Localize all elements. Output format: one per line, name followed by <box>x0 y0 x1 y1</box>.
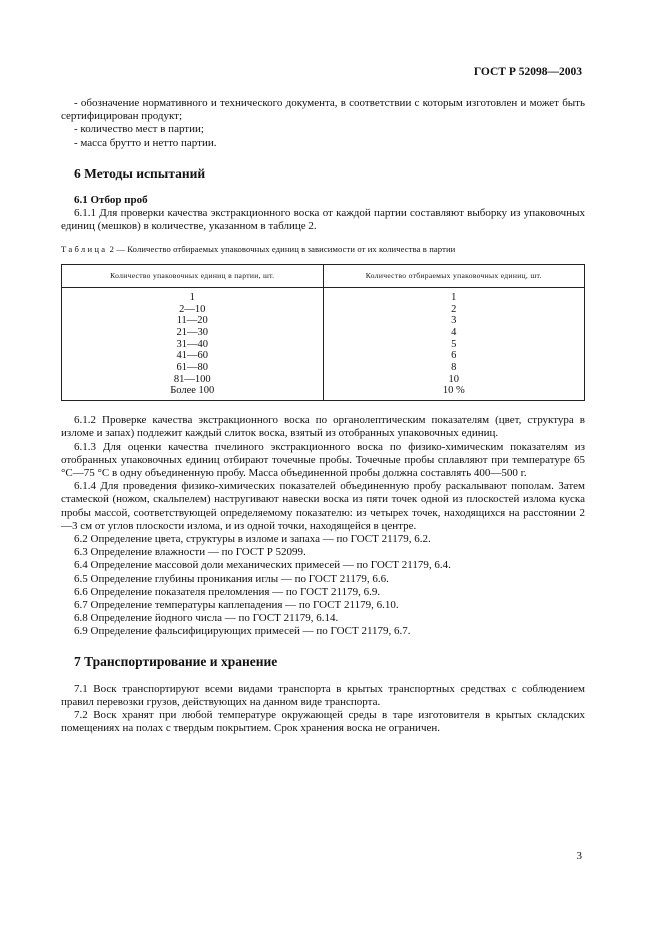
table-col2-header: Количество отбираемых упаковочных единиц, шт. <box>323 264 585 287</box>
method-6-9: 6.9 Определение фальсифицирующих примесей — по ГОСТ 21179, 6.7. <box>74 625 411 638</box>
page-content <box>61 97 585 735</box>
table-row <box>62 287 585 400</box>
running-header: ГОСТ Р 52098—2003 <box>473 66 582 78</box>
col1-value: 11—20 <box>176 315 208 327</box>
col2-value: 2 <box>451 303 457 315</box>
col1-value: 21—30 <box>176 326 208 338</box>
table-col1-cell <box>62 287 324 400</box>
subsection-6-1-heading: 6.1 Отбор проб <box>74 193 148 206</box>
table-col2-cell <box>323 287 585 400</box>
col2-value: 1 <box>451 291 457 303</box>
intro-bullet-3: - масса брутто и нетто партии. <box>74 136 217 149</box>
method-6-2: 6.2 Определение цвета, структуры в изломе и запаха — по ГОСТ 21179, 6.2. <box>74 532 431 545</box>
intro-bullet-2: - количество мест в партии; <box>74 123 204 136</box>
page-number: 3 <box>576 850 582 862</box>
col1-value: 31—40 <box>176 338 208 350</box>
col2-value: 6 <box>451 350 457 362</box>
method-6-4: 6.4 Определение массовой доли механических примесей — по ГОСТ 21179, 6.4. <box>74 559 451 572</box>
col2-value: 3 <box>451 315 457 327</box>
section-7-heading: 7 Транспортирование и хранение <box>74 653 278 669</box>
table-2 <box>61 264 585 402</box>
col1-value: 1 <box>189 291 195 303</box>
method-6-3: 6.3 Определение влажности — по ГОСТ Р 52099. <box>74 546 306 559</box>
section-6-heading: 6 Методы испытаний <box>74 165 206 181</box>
paragraph-6-1-3: 6.1.3 Для оценки качества пчелиного экстракционного воска по физико-химическим показателям из отобранных упаковочных единиц отбирают точечные пробы. Точечные пробы сплавляют при температуре 65 °С—75 °С в одну объединенную пробу. Масса объединенной пробы должна составлять 400—500 г. <box>61 440 585 479</box>
col2-value: 4 <box>451 326 457 338</box>
col2-value: 10 <box>448 373 459 385</box>
col1-value: 81—100 <box>173 373 211 385</box>
col1-value: 2—10 <box>179 303 206 315</box>
method-6-6: 6.6 Определение показателя преломления — по ГОСТ 21179, 6.9. <box>74 585 381 598</box>
table-header-row <box>62 264 585 287</box>
paragraph-7-1: 7.1 Воск транспортируют всеми видами транспорта в крытых транспортных средствах с соблюдением правил перевозки грузов, действующих на данном виде транспорта. <box>61 682 585 708</box>
paragraph-6-1-1: 6.1.1 Для проверки качества экстракционного воска от каждой партии составляют выборку из упаковочных единиц (мешков) в количестве, указанном в таблице 2. <box>61 207 585 233</box>
col2-value: 8 <box>451 362 457 374</box>
paragraph-7-2: 7.2 Воск хранят при любой температуре окружающей среды в таре изготовителя в крытых складских помещениях на полах с твердым покрытием. Срок хранения воска не ограничен. <box>61 709 585 735</box>
col1-value: 61—80 <box>176 362 208 374</box>
table-col1-header: Количество упаковочных единиц в партии, шт. <box>62 264 324 287</box>
col1-value: Более 100 <box>170 385 215 397</box>
paragraph-6-1-4: 6.1.4 Для проведения физико-химических показателей объединенную пробу раскалывают пополам. Затем стамеской (ножом, скальпелем) настругивают навески воска из пяти точек одной из плоскостей излома куска пробы массой, соответствующей определяемому показателю: из четырех точек, находящихся на расстоянии 2—3 см от углов плоскости излома, и из одной точки, находящейся в центре. <box>61 480 585 532</box>
caption-text: 2 — Количество отбираемых упаковочных единиц в зависимости от их количества в партии <box>107 244 456 255</box>
method-6-8: 6.8 Определение йодного числа — по ГОСТ 21179, 6.14. <box>74 612 339 625</box>
method-6-7: 6.7 Определение температуры каплепадения — по ГОСТ 21179, 6.10. <box>74 599 399 611</box>
method-6-5: 6.5 Определение глубины проникания иглы — по ГОСТ 21179, 6.6. <box>74 572 389 585</box>
col1-value: 41—60 <box>176 350 208 362</box>
table-2-caption <box>61 243 585 256</box>
intro-bullet-1: - обозначение нормативного и технического документа, в соответствии с которым изготовлен и может быть сертифицирован продукт; <box>61 97 585 123</box>
col2-value: 10 % <box>442 385 465 397</box>
caption-label: Таблица <box>61 244 108 255</box>
col2-value: 5 <box>451 338 457 350</box>
paragraph-6-1-2: 6.1.2 Проверке качества экстракционного воска по органолептическим показателям (цвет, структура в изломе и запах) подлежит каждый слиток воска, взятый из отобранных упаковочных единиц. <box>61 414 585 440</box>
